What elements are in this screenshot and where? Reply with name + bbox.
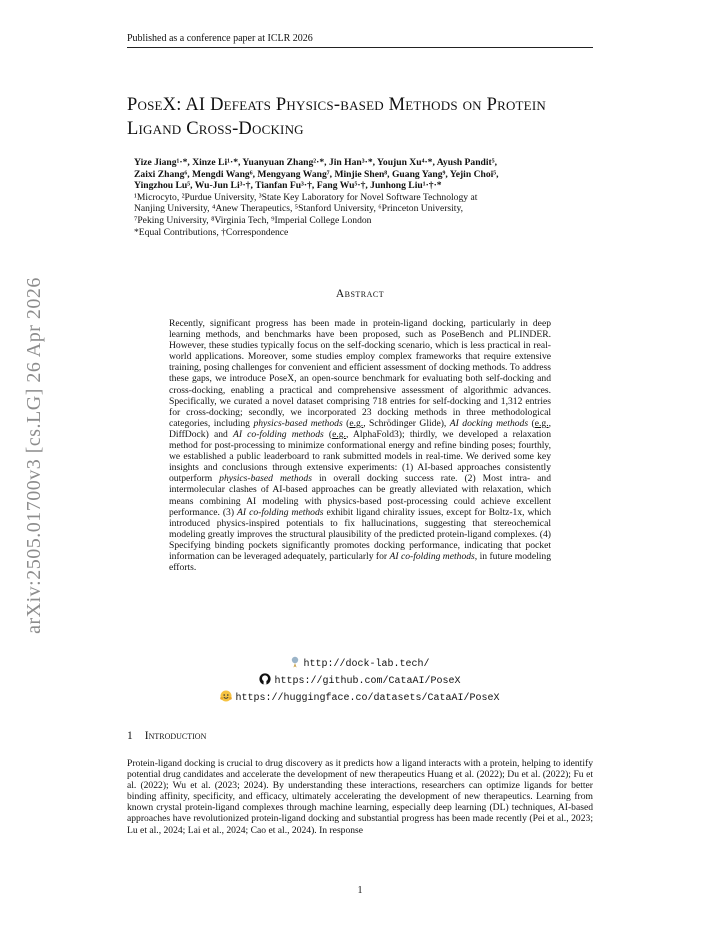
paper-title-line-2: Ligand Cross-Docking — [127, 119, 304, 139]
page-number: 1 — [357, 885, 363, 896]
website-link[interactable]: http://dock-lab.tech/ — [303, 659, 430, 670]
abstract-emphasis: physics-based methods — [253, 417, 343, 429]
section-title: Introduction — [144, 730, 207, 742]
github-link[interactable]: https://github.com/CataAI/PoseX — [274, 676, 461, 687]
author-list-line-2: Zaixi Zhang⁶, Mengdi Wang⁶, Mengyang Wang⁷, Minjie Shen⁸, Guang Yang⁹, Yejin Choi⁵, — [134, 168, 499, 180]
abstract-eg: e.g. — [534, 417, 549, 429]
abstract-heading: Abstract — [335, 288, 385, 300]
abstract-text: Recently, significant progress has been made in protein-ligand docking, particularly in deep learning methods, and benchmarks have been proposed, such as PoseBench and PLINDER. However, these studies typically focus on the self-docking scenario, which is less practical in real-world applications. Moreover, some studies employ complex frameworks that require extensive training, posing challenges for convenient and efficient assessment of docking methods. To address these gaps, we introduce PoseX, an open-source benchmark for evaluating both self-docking and cross-docking, enabling a practical and comprehensive assessment of algorithmic advances. Specifically, we curated a novel dataset comprising 718 entries for self-docking and 1,312 entries for cross-docking; secondly, we incorporated 23 docking methods in three methodological categories, including — [169, 318, 551, 429]
github-icon — [259, 673, 271, 685]
abstract-text: , AlphaFold3); thirdly, we developed a relaxation method for post-processing to minimize conformational energy and refine binding poses; fourthly, we established a public leaderboard to rank submitted models in real-time. We derived some key insights and conclusions through extensive experiments: (1) AI-based approaches consistently outperform — [169, 428, 552, 485]
arxiv-side-stamp — [18, 260, 50, 650]
abstract-emphasis: physics-based methods — [219, 473, 312, 485]
introduction-paragraph: Protein-ligand docking is crucial to drug discovery as it predicts how a ligand interacts with a protein, helping to identify potential drug candidates and accelerate the development of new therapeutics Huang et al. (2022); Du et al. (2022); Fu et al. (2022); Wu et al. (2023; 2024). By understanding these interactions, researchers can optimize ligands for better binding affinity, specificity, and efficacy, ultimately accelerating the development of new therapeutics. Learning from known crystal protein-ligand complexes through machine learning, especially deep learning (DL) techniques, AI-based approaches have revolutionized protein-ligand docking and substantial progress has been made recently (Pei et al., 2023; Lu et al., 2024; Lai et al., 2024; Cao et al., 2024). In response — [127, 758, 593, 836]
author-notes: *Equal Contributions, †Correspondence — [134, 226, 289, 238]
abstract-emphasis: AI co-folding methods — [232, 428, 324, 440]
abstract-text: ( — [528, 417, 535, 429]
abstract-emphasis: AI co-folding methods — [389, 550, 475, 562]
huggingface-link[interactable]: https://huggingface.co/datasets/CataAI/PoseX — [235, 693, 500, 704]
abstract-text: , DiffDock) and — [169, 417, 551, 440]
huggingface-icon — [220, 690, 232, 702]
paper-title-line-1: PoseX: AI Defeats Physics-based Methods on Protein — [127, 95, 546, 115]
abstract-text: ( — [342, 417, 350, 429]
github-link-row[interactable] — [0, 673, 720, 690]
affiliation-line-1: ¹Microcyto, ²Purdue University, ³State Key Laboratory for Novel Software Technology at — [134, 191, 478, 203]
abstract-text: , in future modeling efforts. — [169, 550, 552, 574]
section-number: 1 — [127, 730, 133, 742]
abstract-emphasis: AI co-folding methods — [237, 506, 324, 518]
author-list-line-1: Yize Jiang¹·*, Xinze Li¹·*, Yuanyuan Zhang²·*, Jin Han³·*, Youjun Xu⁴·*, Ayush Pandit⁵, — [134, 157, 497, 168]
author-list-line-3: Yingzhou Lu⁵, Wu-Jun Li³·†, Tianfan Fu³·†, Fang Wu⁵·†, Junhong Liu¹·†·* — [134, 180, 442, 192]
abstract-eg: e.g. — [332, 428, 346, 440]
abstract-text: , Schrödinger Glide), — [363, 417, 450, 429]
abstract-text: exhibit ligand chirality issues, except for Boltz-1x, which introduced physics-inspired potentials to fix hallucinations, suggesting that stereochemical modeling greatly improves the structural plausibility of the predicted protein-ligand complexes. (4) Specifying binding pockets significantly promotes docking performance, indicating that pocket information can be leveraged adequately, particularly for — [169, 506, 551, 562]
paper-title — [127, 93, 607, 141]
abstract-body — [169, 318, 551, 573]
abstract-emphasis: AI docking methods — [449, 417, 529, 429]
arxiv-identifier: arXiv:2505.01700v3 [cs.LG] 26 Apr 2026 — [22, 276, 45, 634]
pin-icon — [290, 656, 300, 668]
affiliation-line-2: Nanjing University, ⁴Anew Therapeutics, ⁵Stanford University, ⁶Princeton University, — [134, 203, 464, 215]
abstract-text: ( — [323, 428, 333, 440]
running-header: Published as a conference paper at ICLR 2026 — [127, 33, 593, 48]
huggingface-link-row[interactable] — [0, 690, 720, 707]
abstract-text: in overall docking success rate. (2) Most intra- and intermolecular clashes of AI-based approaches can be greatly alleviated with relaxation, which means combining AI modeling with physics-based post-processing could achieve excellent performance. (3) — [169, 473, 551, 518]
section-heading — [127, 730, 206, 742]
abstract-eg: e.g. — [349, 417, 364, 429]
affiliation-line-3: ⁷Peking University, ⁸Virginia Tech, ⁹Imperial College London — [134, 214, 372, 226]
website-link-row[interactable] — [0, 656, 720, 673]
author-block — [134, 157, 604, 238]
resource-links — [0, 656, 720, 707]
